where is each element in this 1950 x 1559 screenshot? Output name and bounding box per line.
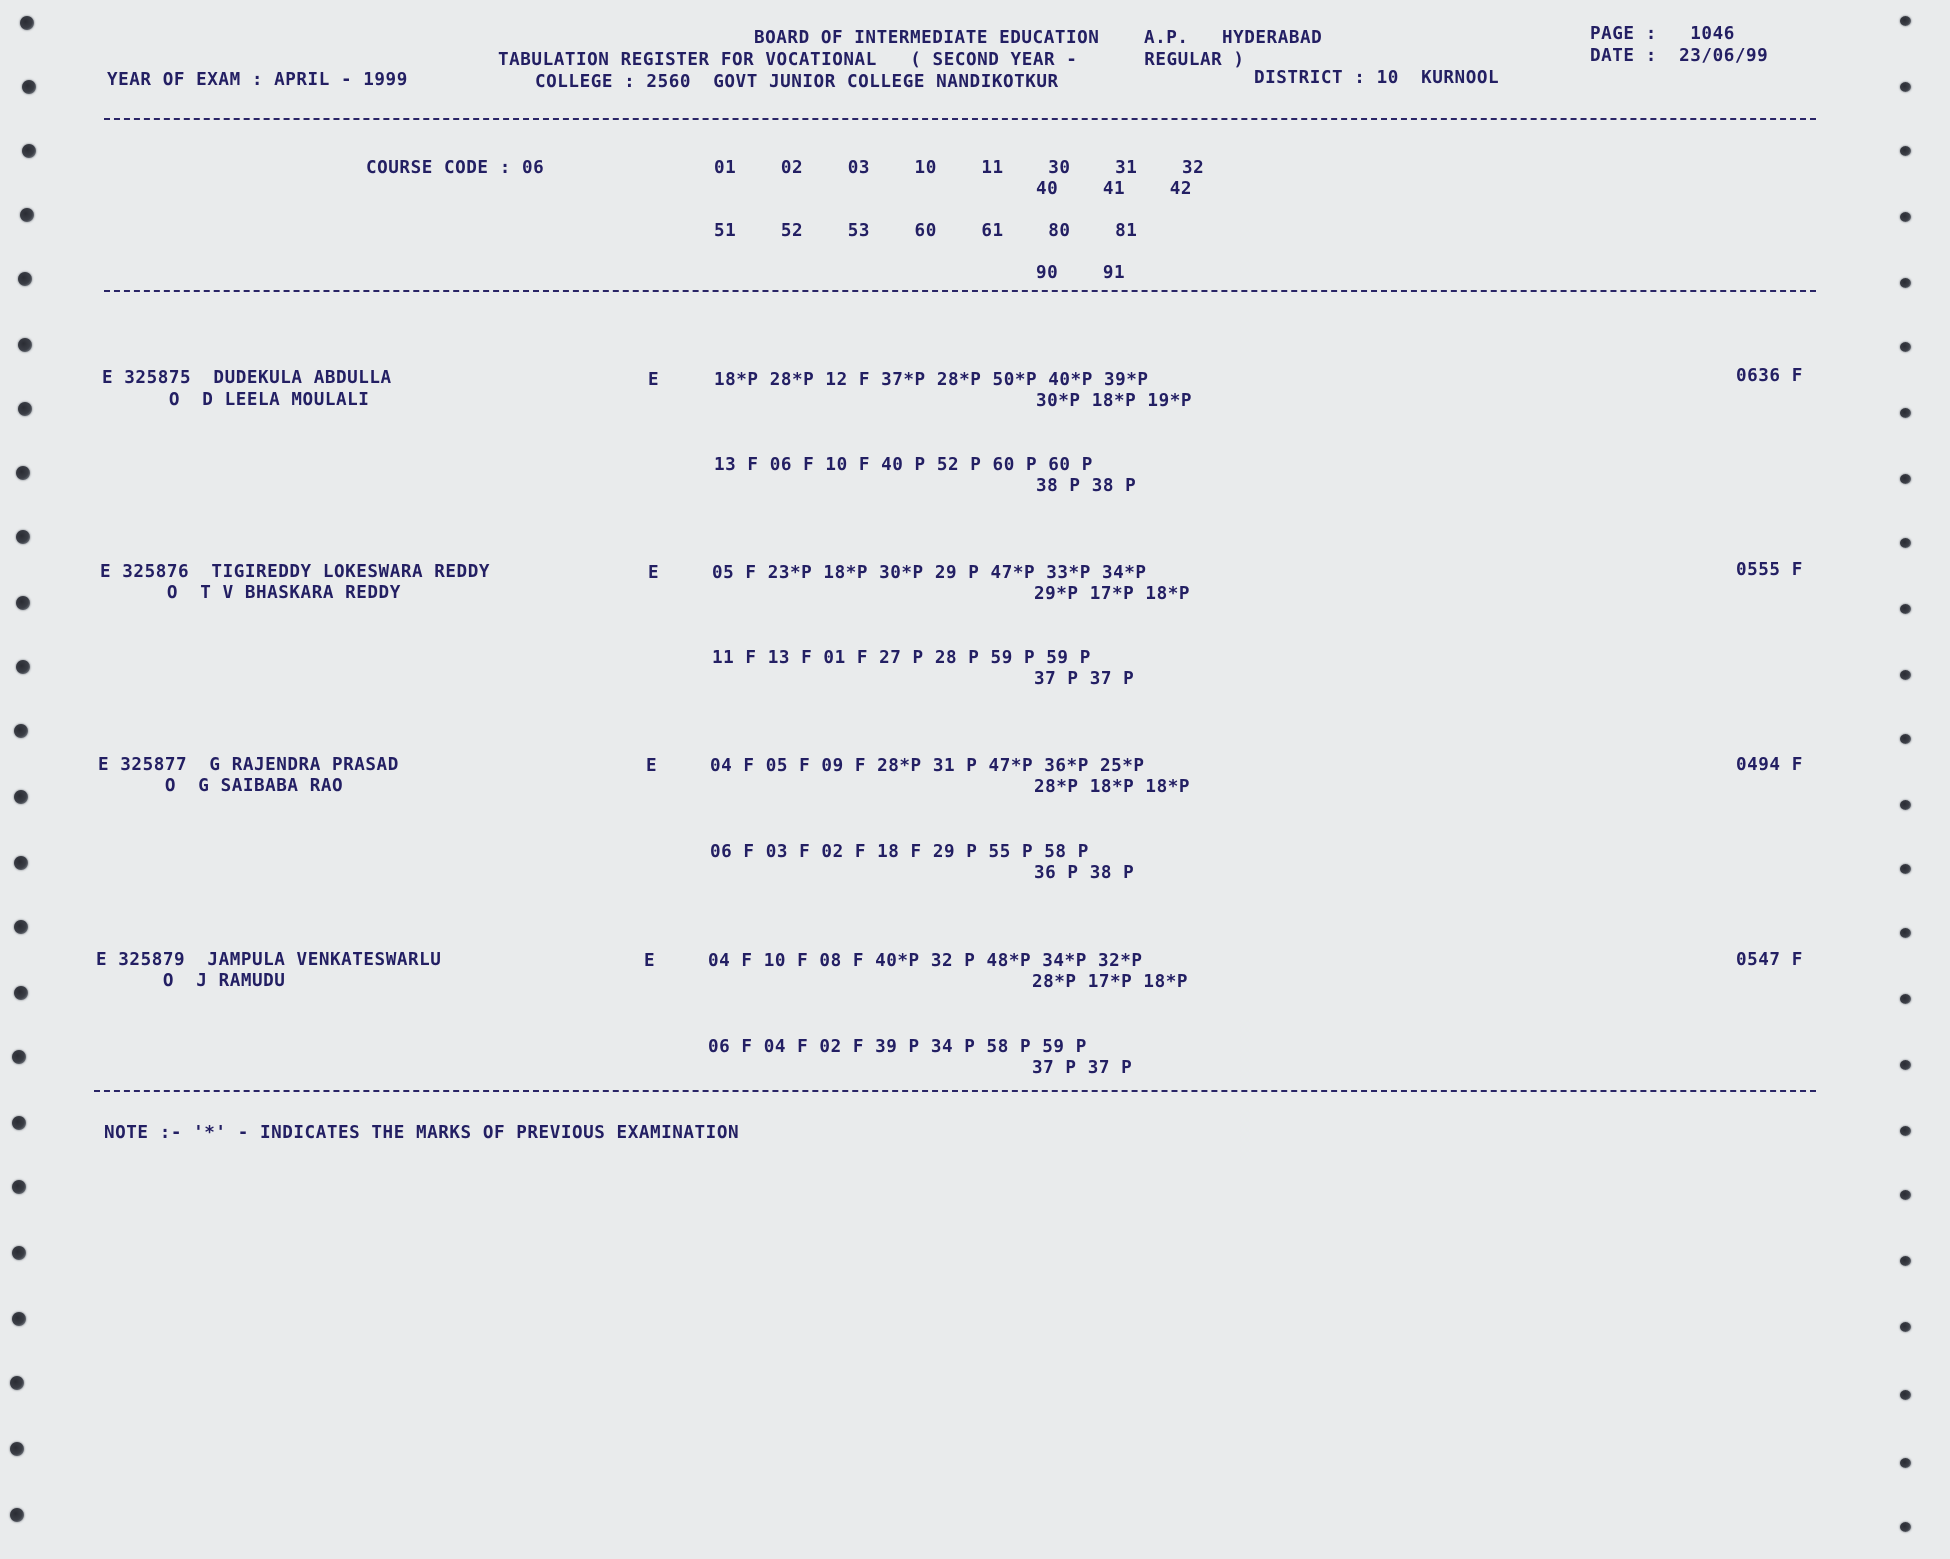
subject-codes-row-4: 90 91 [1036,263,1126,283]
student-total: 0636 F [1736,366,1803,386]
student-reg-name: E 325879 JAMPULA VENKATESWARLU [96,950,442,970]
subject-codes-row-3: 51 52 53 60 61 80 81 [714,221,1138,241]
feed-hole-icon [1900,864,1911,874]
marks-row-2: 28*P 17*P 18*P [1032,972,1188,992]
student-total: 0547 F [1736,950,1803,970]
feed-hole-icon [1900,82,1911,92]
register-subtitle: TABULATION REGISTER FOR VOCATIONAL ( SECOND YEAR - REGULAR ) [498,50,1245,70]
student-reg-name: E 325877 G RAJENDRA PRASAD [98,755,399,775]
header-rule [104,118,1816,120]
student-parent-name: O T V BHASKARA REDDY [100,583,401,603]
footer-rule [94,1090,1816,1092]
feed-hole-icon [22,80,36,94]
feed-hole-icon [1900,538,1911,548]
marks-row-2: 30*P 18*P 19*P [1036,391,1192,411]
feed-hole-icon [1900,146,1911,156]
student-parent-name: O G SAIBABA RAO [98,776,344,796]
feed-hole-icon [12,1116,26,1130]
student-reg-name: E 325875 DUDEKULA ABDULLA [102,368,392,388]
student-medium: E [648,563,660,583]
feed-hole-icon [1900,604,1911,614]
course-rule [104,290,1816,292]
feed-hole-icon [18,402,32,416]
feed-hole-icon [1900,800,1911,810]
feed-hole-icon [1900,1060,1911,1070]
feed-hole-icon [1900,474,1911,484]
feed-hole-icon [20,208,34,222]
feed-hole-icon [1900,16,1911,26]
feed-hole-icon [12,1246,26,1260]
feed-hole-icon [1900,734,1911,744]
marks-row-4: 37 P 37 P [1034,669,1135,689]
year-of-exam: YEAR OF EXAM : APRIL - 1999 [107,70,408,90]
marks-row-2: 28*P 18*P 18*P [1034,777,1190,797]
feed-hole-icon [1900,1390,1911,1400]
marks-row-3: 11 F 13 F 01 F 27 P 28 P 59 P 59 P [712,648,1091,668]
footnote: NOTE :- '*' - INDICATES THE MARKS OF PREVIOUS EXAMINATION [104,1123,740,1143]
feed-hole-icon [14,920,28,934]
feed-hole-icon [14,986,28,1000]
feed-hole-icon [16,466,30,480]
feed-hole-icon [16,530,30,544]
feed-hole-icon [1900,342,1911,352]
feed-hole-icon [20,16,34,30]
marks-row-1: 05 F 23*P 18*P 30*P 29 P 47*P 33*P 34*P [712,563,1147,583]
marks-row-1: 04 F 05 F 09 F 28*P 31 P 47*P 36*P 25*P [710,756,1145,776]
feed-hole-icon [1900,1458,1911,1468]
feed-hole-icon [16,596,30,610]
feed-hole-icon [1900,278,1911,288]
feed-hole-icon [1900,1190,1911,1200]
marks-row-2: 29*P 17*P 18*P [1034,584,1190,604]
feed-hole-icon [12,1312,26,1326]
student-medium: E [644,951,656,971]
feed-hole-icon [18,272,32,286]
marks-row-1: 18*P 28*P 12 F 37*P 28*P 50*P 40*P 39*P [714,370,1149,390]
feed-hole-icon [10,1376,24,1390]
student-medium: E [648,370,660,390]
marks-row-4: 38 P 38 P [1036,476,1137,496]
feed-hole-icon [1900,212,1911,222]
district-line: DISTRICT : 10 KURNOOL [1254,68,1500,88]
student-parent-name: O D LEELA MOULALI [102,390,370,410]
student-parent-name: O J RAMUDU [96,971,286,991]
right-feed-holes [1886,0,1926,1559]
feed-hole-icon [16,660,30,674]
feed-hole-icon [1900,928,1911,938]
feed-hole-icon [10,1508,24,1522]
feed-hole-icon [1900,1256,1911,1266]
marks-row-1: 04 F 10 F 08 F 40*P 32 P 48*P 34*P 32*P [708,951,1143,971]
feed-hole-icon [1900,408,1911,418]
feed-hole-icon [1900,994,1911,1004]
student-total: 0494 F [1736,755,1803,775]
feed-hole-icon [22,144,36,158]
feed-hole-icon [1900,1522,1911,1532]
subject-codes-row-1: 01 02 03 10 11 30 31 32 [714,158,1205,178]
student-medium: E [646,756,658,776]
marks-row-3: 06 F 03 F 02 F 18 F 29 P 55 P 58 P [710,842,1089,862]
marks-row-3: 13 F 06 F 10 F 40 P 52 P 60 P 60 P [714,455,1093,475]
print-date: DATE : 23/06/99 [1590,46,1769,66]
feed-hole-icon [1900,670,1911,680]
left-feed-holes [6,0,46,1559]
feed-hole-icon [1900,1126,1911,1136]
feed-hole-icon [14,856,28,870]
marks-row-4: 36 P 38 P [1034,863,1135,883]
student-total: 0555 F [1736,560,1803,580]
college-line: COLLEGE : 2560 GOVT JUNIOR COLLEGE NANDIKOTKUR [535,72,1059,92]
feed-hole-icon [10,1442,24,1456]
feed-hole-icon [12,1050,26,1064]
feed-hole-icon [18,338,32,352]
page-number: PAGE : 1046 [1590,24,1735,44]
marks-row-4: 37 P 37 P [1032,1058,1133,1078]
board-title: BOARD OF INTERMEDIATE EDUCATION A.P. HYDERABAD [754,28,1323,48]
feed-hole-icon [14,724,28,738]
student-reg-name: E 325876 TIGIREDDY LOKESWARA REDDY [100,562,490,582]
feed-hole-icon [14,790,28,804]
subject-codes-row-2: 40 41 42 [1036,179,1192,199]
feed-hole-icon [1900,1322,1911,1332]
marks-row-3: 06 F 04 F 02 F 39 P 34 P 58 P 59 P [708,1037,1087,1057]
course-code-label: COURSE CODE : 06 [366,158,545,178]
feed-hole-icon [12,1180,26,1194]
